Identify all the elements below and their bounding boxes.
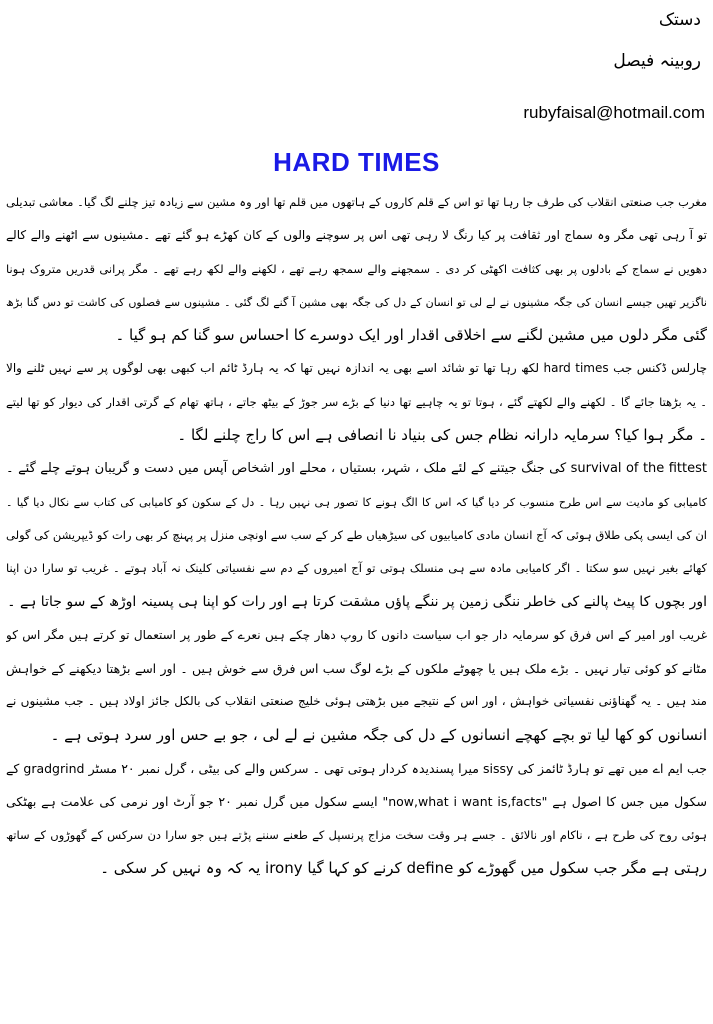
text-line: ۔ مگر ہوا کیا؟ سرمایہ دارانہ نظام جس کی بنیاد نا انصافی ہے اس کا راج چلنے لگا ۔ [177, 426, 707, 445]
author-name: روبینہ فیصل [613, 51, 701, 71]
article-body [6, 186, 707, 885]
text-line: کھائے بغیر نہیں سو سکتا ۔ اگر کامیابی مادہ سے ہی منسلک ہوتی تو آج امیروں کے دم سے نفسیاتی کلینک نہ آباد ہوتے ۔ غریب تو سارا دن اپنا [6, 561, 707, 576]
text-line: مٹانے کو کوئی تیار نہیں ۔ بڑے ملک ہیں یا چھوٹے ملکوں کے بڑے لوگ سب اس فرق سے خوش ہیں ۔ اور اسے بڑھتا دیکھنے کے خواہش [6, 661, 707, 677]
text-line: ۔ یہ بڑھتا جائے گا ۔ لکھنے والے لکھتے گئے ، ہوتا تو یہ چاہیے تھا دنیا کے بڑے سر جوڑ کے بیٹھ جاتے ، ہاتھ تھام کے گرتی اقدار کی دیوار کو تھا لیتے [6, 394, 707, 409]
paragraph-1 [6, 186, 707, 352]
article-title: HARD TIMES [273, 147, 440, 177]
text-line: جب ایم اے میں تھے تو ہارڈ ٹائمز کی sissy میرا پسندیدہ کردار ہوتی تھی ۔ سرکس والے کی بیٹی ، گرل نمبر ۲۰ مسٹر gradgrind کے [6, 761, 707, 777]
text-line: اور بچوں کا پیٹ پالنے کی خاطر ننگی زمین پر ننگے پاؤں مشقت کرتا ہے اور رات کو اپنا ہی پسینہ اوڑھ کے سو جاتا ہے ۔ [7, 593, 707, 610]
text-line: مغرب جب صنعتی انقلاب کی طرف جا رہا تھا تو اس کے قلم کاروں کے ہاتھوں میں قلم تھا اور وہ مشین سے زیادہ تیز چلنے لگ گیا۔ معاشی تبدیلی [6, 195, 707, 209]
text-line: ناگزیر تھیں جیسے انسان کی جگہ مشینوں نے لے لی تو انسان کے دل کی جگہ بھی مشین آ گنے لگ گئی ۔ مشینوں سے فصلوں کی کاشت تو دس گنا بڑھ [6, 295, 707, 309]
text-line: انسانوں کو کھا لیا تو بچے کھچے انسانوں کے دل کی جگہ مشین نے لے لی ، جو بے حس اور سرد ہوتی ہے ۔ [50, 725, 707, 744]
paragraph-5 [6, 752, 707, 885]
text-line: ان کی ایسی پکی طلاق ہوئی کہ آج انسان مادی کامیابیوں کی سیڑھیاں طے کر کے سب سے اونچی منزل پر پہنچ کر بھی رات کو ڈیپریشن کی گولی [6, 527, 707, 542]
text-line: چارلس ڈکنس جب hard times لکھ رہا تھا تو شائد اسے بھی یہ اندازہ نہیں تھا کہ یہ ہارڈ ٹائم اب کبھی بھی لوگوں پر سے نہیں ٹلنے والا [6, 361, 707, 376]
paragraph-3 [6, 452, 707, 618]
text-line: گئی مگر دلوں میں مشین لگنے سے اخلاقی اقدار اور ایک دوسرے کا احساس سو گنا کم ہو گیا ۔ [115, 326, 707, 345]
text-line: سکول میں جس کا اصول ہے "now,what i want is,facts" ایسے سکول میں گرل نمبر ۲۰ جو آرٹ اور نرمی کی علامت ہے بھٹکی [6, 794, 707, 810]
text-line: مند ہیں ۔ یہ گھناؤنی نفسیاتی خواہش ، اور اس کے نتیجے میں بڑھتی ہوئی خلیج صنعتی انقلاب کی بالکل جائز اولاد ہیں ۔ جب مشینوں نے [6, 694, 707, 709]
paragraph-2 [6, 352, 707, 452]
text-line: تو آ رہی تھی مگر وہ سماج اور ثقافت پر کیا رنگ لا رہی تھی اس پر سوچنے والوں کے کان کھڑے ہو گئے تھے ۔مشینوں سے اٹھنے والے کالے [6, 228, 707, 243]
column-label: دستک [658, 10, 701, 30]
text-line: ہوئی روح کی طرح ہے ، ناکام اور نالائق ۔ جسے ہر وقت سخت مزاج پرنسپل کے طعنے سننے پڑتے ہیں جو سارا دن سرکس کے گھوڑوں کے ساتھ [6, 827, 707, 842]
text-line: survival of the fittest کی جنگ جیتنے کے لئے ملک ، شہر، بستیاں ، محلے اور اشخاص آپس میں دست و گریبان ہوتے چلے گئے ۔ [6, 461, 707, 477]
text-line: رہتی ہے مگر جب سکول میں گھوڑے کو define کرنے کو کہا گیا irony یہ کہ وہ نہیں کر سکی ۔ [100, 858, 707, 877]
text-line: دھویں نے سماج کے بادلوں پر بھی کثافت اکھٹی کر دی ۔ سمجھنے والے سمجھ رہے تھے ، لکھنے والے لکھ رہے تھے ۔ مگر پرانی قدریں متروک ہونا [6, 261, 707, 276]
text-line: کامیابی کو مادیت سے اس طرح منسوب کر دیا گیا کہ اس کا الگ ہونے کا تصور ہی نہیں رہا ۔ دل کے سکون کو کامیابی کی کتاب سے نکال دیا گیا ۔ [6, 495, 707, 509]
paragraph-4 [6, 619, 707, 752]
text-line: غریب اور امیر کے اس فرق کو سرمایہ دار جو اب سیاست دانوں کا روپ دھار چکے ہیں نعرے کے طور پر استعمال تو کرتے ہیں مگر اس کو [6, 627, 707, 642]
author-email: rubyfaisal@hotmail.com [523, 103, 705, 122]
